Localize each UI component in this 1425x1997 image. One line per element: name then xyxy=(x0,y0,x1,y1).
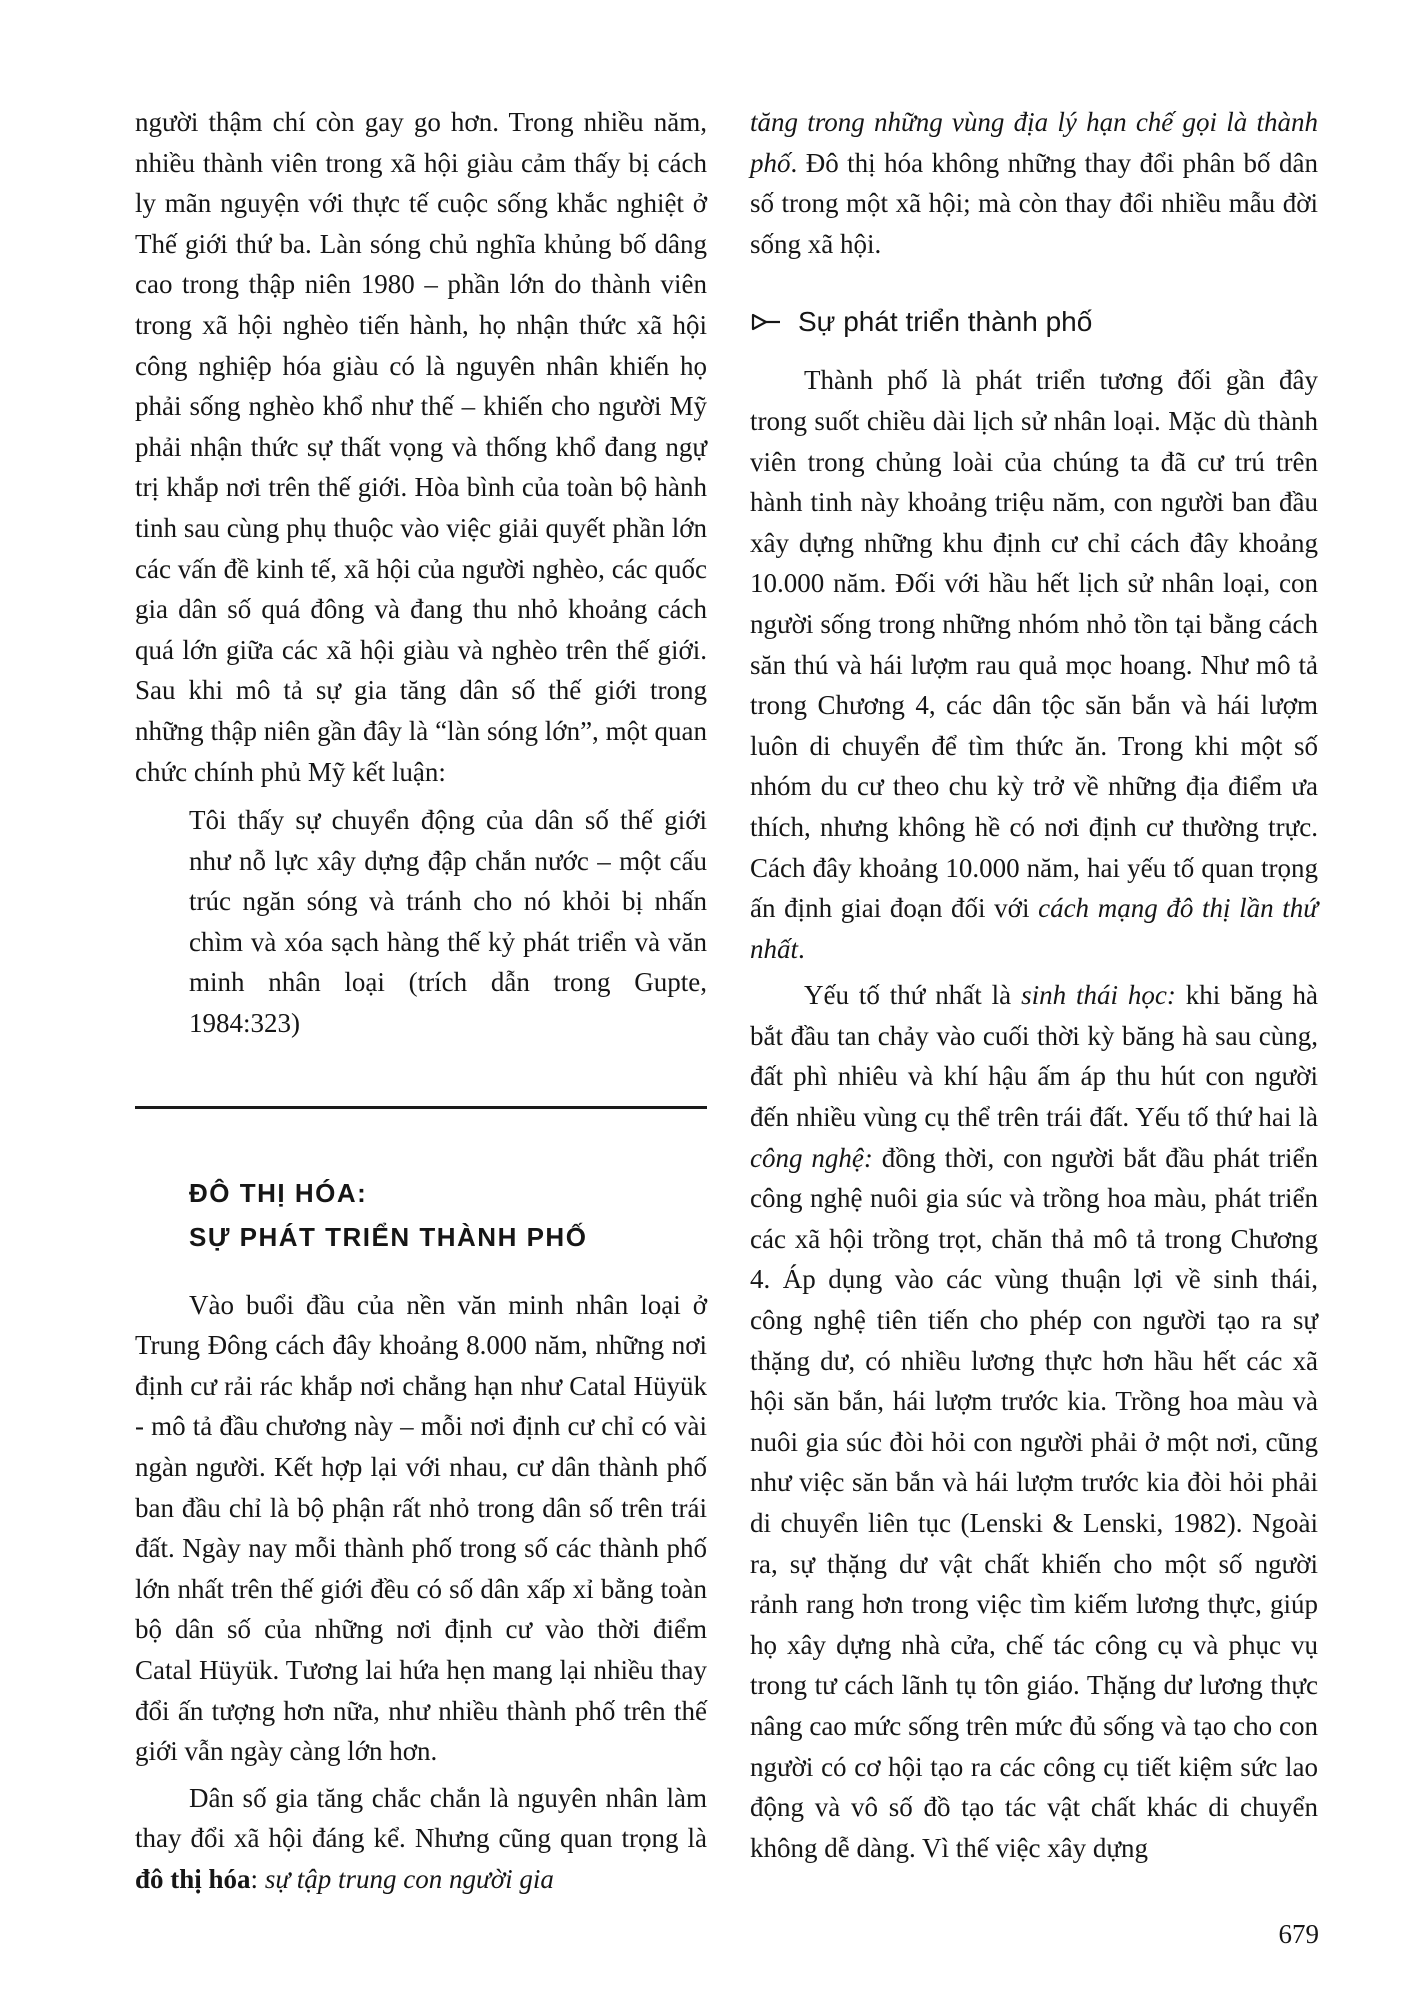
section-heading-text: Sự phát triển thành phố xyxy=(798,306,1093,338)
text: . Đô thị hóa không những thay đổi phân bố dân số trong một xã hội; mà còn thay đổi nhiều mẫu đời sống xã hội. xyxy=(750,147,1318,259)
paragraph-continued xyxy=(750,102,1318,264)
paragraph-continued: người thậm chí còn gay go hơn. Trong nhiều năm, nhiều thành viên trong xã hội giàu cảm thấy bị cách ly mãn nguyện với thực tế cuộc sống khắc nghiệt ở Thế giới thứ ba. Làn sóng chủ nghĩa khủng bố dâng cao trong thập niên 1980 – phần lớn do thành viên trong xã hội nghèo tiến hành, họ nhận thức xã hội công nghiệp hóa giàu có là nguyên nhân khiến họ phải sống nghèo khổ như thế – khiến cho người Mỹ phải nhận thức sự thất vọng và thống khổ đang ngự trị khắp nơi trên thế giới. Hòa bình của toàn bộ hành tinh sau cùng phụ thuộc vào việc giải quyết phần lớn các vấn đề kinh tế, xã hội của người nghèo, các quốc gia dân số quá đông và đang thu nhỏ khoảng cách quá lớn giữa các xã hội giàu và nghèo trên thế giới. Sau khi mô tả sự gia tăng dân số thế giới trong những thập niên gần đây là “làn sóng lớn”, một quan chức chính phủ Mỹ kết luận: xyxy=(135,107,707,787)
paragraph: Vào buổi đầu của nền văn minh nhân loại ở Trung Đông cách đây khoảng 8.000 năm, những nơi định cư rải rác khắp nơi chẳng hạn như Catal Hüyük - mô tả đầu chương này – mỗi nơi định cư chỉ có vài ngàn người. Kết hợp lại với nhau, cư dân thành phố ban đầu chỉ là bộ phận rất nhỏ trong dân số trên trái đất. Ngày nay mỗi thành phố trong số các thành phố lớn nhất trên thế giới đều có số dân xấp xỉ bằng toàn bộ dân số của những nơi định cư vào thời điểm Catal Hüyük. Tương lai hứa hẹn mang lại nhiều thay đổi ấn tượng hơn nữa, như nhiều thành phố trên thế giới vẫn ngày càng lớn hơn. xyxy=(135,1289,707,1767)
section-heading xyxy=(750,302,1318,342)
heading-line-1: ĐÔ THỊ HÓA: xyxy=(189,1177,368,1208)
paragraph xyxy=(750,360,1318,969)
right-column xyxy=(750,102,1318,1868)
bold-term: đô thị hóa xyxy=(135,1863,251,1894)
text: Thành phố là phát triển tương đối gần đây trong suốt chiều dài lịch sử nhân loại. Mặc dù thành viên trong chủng loài của chúng ta đã cư trú trên hành tinh này khoảng triệu năm, con người ban đầu xây dựng những khu định cư chỉ cách đây khoảng 10.000 năm. Đối với hầu hết lịch sử nhân loại, con người sống trong những nhóm nhỏ tồn tại bằng cách săn thú và hái lượm rau quả mọc hoang. Như mô tả trong Chương 4, các dân tộc săn bắn và hái lượm luôn di chuyển để tìm thức ăn. Trong khi một số nhóm du cư theo chu kỳ trở về những địa điểm ưa thích, nhưng không hề có nơi định cư thường trực. Cách đây khoảng 10.000 năm, hai yếu tố quan trọng ấn định giai đoạn đối với xyxy=(750,365,1318,924)
italic-term: công nghệ: xyxy=(750,1142,873,1173)
paragraph xyxy=(750,975,1318,1868)
left-column xyxy=(135,102,707,1900)
chapter-section-heading xyxy=(135,1171,707,1259)
page-number: 679 xyxy=(1278,1919,1319,1949)
text: : xyxy=(250,1863,265,1894)
text: Dân số gia tăng chắc chắn là nguyên nhân làm thay đổi xã hội đáng kể. Nhưng cũng quan trọng là xyxy=(135,1782,707,1854)
italic-term: sinh thái học: xyxy=(1021,980,1176,1011)
text: . xyxy=(798,933,805,964)
text: đồng thời, con người bắt đầu phát triển công nghệ nuôi gia súc và trồng hoa màu, phát triển các xã hội trồng trọt, chăn thả mô tả trong Chương 4. Áp dụng vào các vùng thuận lợi về sinh thái, công nghệ tiên tiến cho phép con người tạo ra sự thặng dư, có nhiều lương thực hơn hầu hết các xã hội săn bắn, hái lượm trước kia. Trồng hoa màu và nuôi gia súc đòi hỏi con người phải ở một nơi, cũng như việc săn bắn và hái lượm trước kia đòi hỏi phải di chuyển liên tục (Lenski & Lenski, 1982). Ngoài ra, sự thặng dư vật chất khiến cho một số người rảnh rang hơn trong việc tìm kiếm lương thực, giúp họ xây dựng nhà cửa, chế tác công cụ và phục vụ trong tư cách lãnh tụ tôn giáo. Thặng dư lương thực nâng cao mức sống trên mức đủ sống và tạo cho con người có cơ hội tạo ra các công cụ tiết kiệm sức lao động và vô số đồ tạo tác vật chất khác di chuyển không dễ dàng. Vì thế việc xây dựng xyxy=(750,1142,1318,1863)
italic-definition: tăng trong những vùng địa lý hạn chế gọi là thành phố xyxy=(750,107,1318,178)
italic-definition: sự tập trung con người gia xyxy=(264,1863,554,1894)
text: khi băng hà bắt đầu tan chảy vào cuối thời kỳ băng hà sau cùng, đất phì nhiêu và khí hậu ấm áp thu hút con người đến nhiều vùng cụ thể trên trái đất. Yếu tố thứ hai là xyxy=(750,980,1318,1133)
italic-term: cách mạng đô thị lần thứ nhất xyxy=(750,893,1318,964)
text: Yếu tố thứ nhất là xyxy=(804,980,1022,1011)
section-divider xyxy=(135,1106,707,1109)
block-quote: Tôi thấy sự chuyển động của dân số thế giới như nỗ lực xây dựng đập chắn nước – một cấu trúc ngăn sóng và tránh cho nó khỏi bị nhấn chìm và xóa sạch hàng thế kỷ phát triển và văn minh nhân loại (trích dẫn trong Gupte, 1984:323) xyxy=(189,805,707,1039)
heading-line-2: SỰ PHÁT TRIỂN THÀNH PHỐ xyxy=(189,1221,588,1252)
paragraph xyxy=(135,1778,707,1900)
arrow-bullet-icon xyxy=(750,311,784,333)
